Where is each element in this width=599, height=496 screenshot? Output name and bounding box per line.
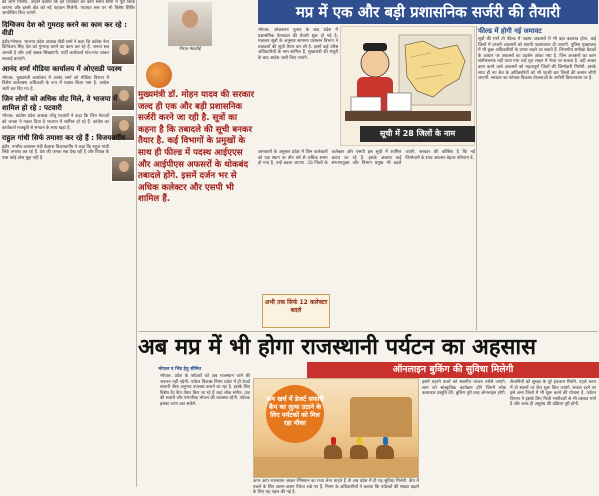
left-news-headline[interactable]: दिग्विजय देश को गुमराह करने का काम कर रहे : वीडी	[2, 20, 127, 38]
rider-icon	[357, 437, 362, 445]
rider-icon	[331, 437, 336, 445]
left-news-text: भोपाल. मुख्यमंत्री कार्यालय में आनंद शर्मा को मीडिया विभाग में विशेष कर्तव्यस्थ अधिकारी के रूप में पदस्थ किया गया है. आदेश जारी कर दिए गए हैं.	[2, 75, 109, 92]
main-story-text-top: भोपाल. लोकसभा चुनाव के बाद प्रदेश में प्रशासनिक फेरबदल की तैयारी शुरू हो गई है. मंत्रालय सूत्रों के अनुसार सामान्य प्रशासन विभाग ने तबादलों की सूची तैयार कर ली है. इसमें कई वरिष्ठ अधिकारियों के नाम शामिल हैं. मुख्यमंत्री की मंजूरी के बाद आदेश जारी किए जाएंगे.	[258, 28, 338, 61]
left-news-item	[2, 65, 135, 92]
left-news-headline[interactable]: आनंद शर्मा मीडिया कार्यालय में ओएसडी पदस्थ	[2, 65, 122, 74]
sand-dunes	[254, 457, 418, 477]
left-news-text: भोपाल. कांग्रेस प्रदेश अध्यक्ष जीतू पटवारी ने कहा कि जिन नेताओं को जनता ने नकार दिया वे भाजपा में शामिल हो रहे हैं. कांग्रेस का कार्यकर्ता मजबूती से संगठन के साथ खड़ा है.	[2, 114, 109, 131]
camel-icon	[350, 445, 368, 459]
reporter-photo	[111, 39, 135, 65]
left-news-item	[2, 0, 135, 17]
camel-icon	[376, 445, 394, 459]
column-divider	[136, 0, 137, 487]
tourism-text-col2: अगर आप राजस्थान जाकर रेगिस्तान का मजा लेना चाहते हैं तो अब प्रदेश में ही यह सुविधा मिलेगी. कैंप में रुकने के लिए अलग-अलग पैकेज रखे गए हैं. निगम के अधिकारियों ने बताया कि पर्यटकों की संख्या बढ़ाने के लिए यह पहल की गई है.	[253, 479, 419, 496]
main-headline[interactable]: मप्र में एक और बड़ी प्रशासनिक सर्जरी की तैयारी	[258, 0, 598, 24]
left-news-column	[2, 0, 135, 487]
decorative-circle-icon	[146, 62, 172, 88]
camel-icon	[324, 445, 342, 459]
promo-badge: कम खर्च में डेजर्ट सफारी कैंप का लुत्फ उठाने के लिए पर्यटकों को मिल रहा मौका	[266, 385, 324, 443]
tourism-text-col1: भोपाल. प्रदेश के पर्यटकों को अब राजस्थान जाने की जरूरत नहीं पड़ेगी. पर्यटन विकास निगम प्रदेश में ही डेजर्ट सफारी जैसा अनुभव उपलब्ध कराने जा रहा है. इसके लिए विशेष टेंट कैंप तैयार किए जा रहे हैं जहां लोक संगीत, ऊंट की सवारी और पारंपरिक भोजन की व्यवस्था रहेगी. पर्यटक इसका लाभ उठा सकेंगे.	[160, 374, 250, 407]
left-news-text: इंदौर. नगरीय प्रशासन मंत्री कैलाश विजयवर्गीय ने कहा कि राहुल गांधी सिर्फ तमाशा कर रहे हैं. देश की जनता सब देख रही है और विपक्ष के पास कोई ठोस मुद्दा नहीं है.	[2, 144, 109, 161]
map-caption: सूची में 28 जिलों के नाम	[360, 126, 475, 142]
tourism-text-col3: इसमें ठहरने वालों को स्थानीय व्यंजन परोसे जाएंगे. शाम को सांस्कृतिक कार्यक्रम होंगे जिनमें लोक कलाकार प्रस्तुति देंगे. बुकिंग पूरी तरह ऑनलाइन होगी.	[422, 380, 506, 397]
reporter-photo	[111, 156, 135, 182]
desert-safari-photo	[253, 378, 419, 478]
middle-column	[138, 0, 256, 330]
tourism-text-col4: सैलानियों को सुरक्षा के पूरे इंतजाम मिलेंगे. पहले चरण में दो स्थानों पर कैंप शुरू किए जाएंगे. सफल रहने पर इसे अन्य जिलों में भी शुरू करने की योजना है. पर्यटन विभाग ने इसके लिए निजी भागीदारों से भी प्रस्ताव मांगे हैं और जल्द ही अनुबंध की प्रक्रिया पूरी होगी.	[510, 380, 596, 408]
left-news-text: को लाभ मिलेगा. उन्होंने बताया कि इन प्रोजेक्टों का काम समय सीमा में पूरा किया जाएगा और इससे क्षेत्र को नई पहचान मिलेगी. पंचायत स्तर पर भी विशेष शिविर आयोजित किए जाएंगे.	[2, 0, 135, 17]
tourism-sub-caption: भोपाल व भिंड हेतु सीमित	[158, 367, 202, 372]
fort-silhouette	[350, 397, 412, 437]
fact-box: अभी तक सिर्फ 12 कलेक्टर बदले	[262, 294, 330, 328]
rider-icon	[383, 437, 388, 445]
left-news-headline[interactable]: राहुल गांधी सिर्फ तमाशा कर रहे हैं : विजयवर्गीय	[2, 134, 126, 143]
left-news-item	[2, 134, 135, 161]
left-news-text: इंदौर/भोपाल. भाजपा प्रदेश अध्यक्ष वीडी शर्मा ने कहा कि कांग्रेस नेता दिग्विजय सिंह देश को गुमराह करने का काम कर रहे हैं. जनता सब जानती है और उन्हें सबक सिखाएगी. पार्टी कार्यकर्ता गांव-गांव जाकर सच्चाई बताएंगे.	[2, 39, 109, 62]
pull-quote: मुख्यमंत्री डॉ. मोहन यादव की सरकार जल्द ही एक और बड़ी प्रशासनिक सर्जरी करने जा रही है. सूत्रों का कहना है कि तबादले की सूची बनकर तैयार है. कई विभागों के प्रमुखों के साथ ही फील्ड में पदस्थ आईएएस और आईपीएस अफसरों के थोकबंद तबादले होंगे. इसमें दर्जन भर से अधिक कलेक्टर और एसपी भी शामिल हैं.	[138, 90, 255, 205]
main-story-text-bottom: जानकारी के अनुसार प्रदेश में जिन कलेक्टरों को एक स्थान पर तीन वर्ष से अधिक समय हो गया है, उन्हें बदला जाएगा. 28 जिलों के कलेक्टर और एसपी इस सूची में शामिल बताए जा रहे हैं. इसके अलावा कई संभागायुक्त और विभाग प्रमुख भी बदले जाएंगे. सरकार की कोशिश है कि नई जिम्मेदारी के साथ अफसर बेहतर परिणाम दें.	[258, 150, 475, 167]
right-column-text: सूत्रों की मानें तो फील्ड में पदस्थ अफसरों में भी बड़ा बदलाव होगा. कई जिलों में प्रभारी अफसरों को स्थायी पदस्थापना दी जाएगी. पुलिस मुख्यालय में भी कुछ अधिकारियों के प्रभार बदले जा सकते हैं. विभागीय समीक्षा बैठकों के आधार पर अफसरों का प्रदर्शन आंका गया है. जिन अफसरों का काम संतोषजनक नहीं पाया गया उन्हें लूप लाइन में भेजा जा सकता है. वहीं अच्छा काम करने वाले अफसरों को महत्वपूर्ण जिलों की जिम्मेदारी मिलेगी. इसके साथ ही नए बैच के अधिकारियों को भी पहली बार जिलों की कमान सौंपी जाएगी. सरकार का फोकस विकास योजनाओं के जमीनी क्रियान्वयन पर है.	[478, 37, 596, 82]
right-column	[478, 26, 596, 328]
left-news-headline[interactable]: जिन लोगों को अधिक वोट मिले, वे भाजपा में शामिल हो रहे : पटवारी	[2, 95, 118, 112]
left-news-item	[2, 21, 135, 62]
online-booking-ribbon: ऑनलाइन बुकिंग की सुविधा मिलेगी	[307, 362, 599, 378]
author-name: नीरज मंडलोई	[179, 47, 201, 52]
left-news-item	[2, 95, 135, 131]
tourism-headline[interactable]: अब मप्र में भी होगा राजस्थानी पर्यटन का अहसास	[138, 335, 536, 360]
author-photo	[168, 2, 212, 46]
section-divider	[138, 331, 598, 332]
column-divider	[476, 26, 477, 330]
right-subhead[interactable]: फील्ड में होगी नई जमावट	[478, 27, 542, 35]
